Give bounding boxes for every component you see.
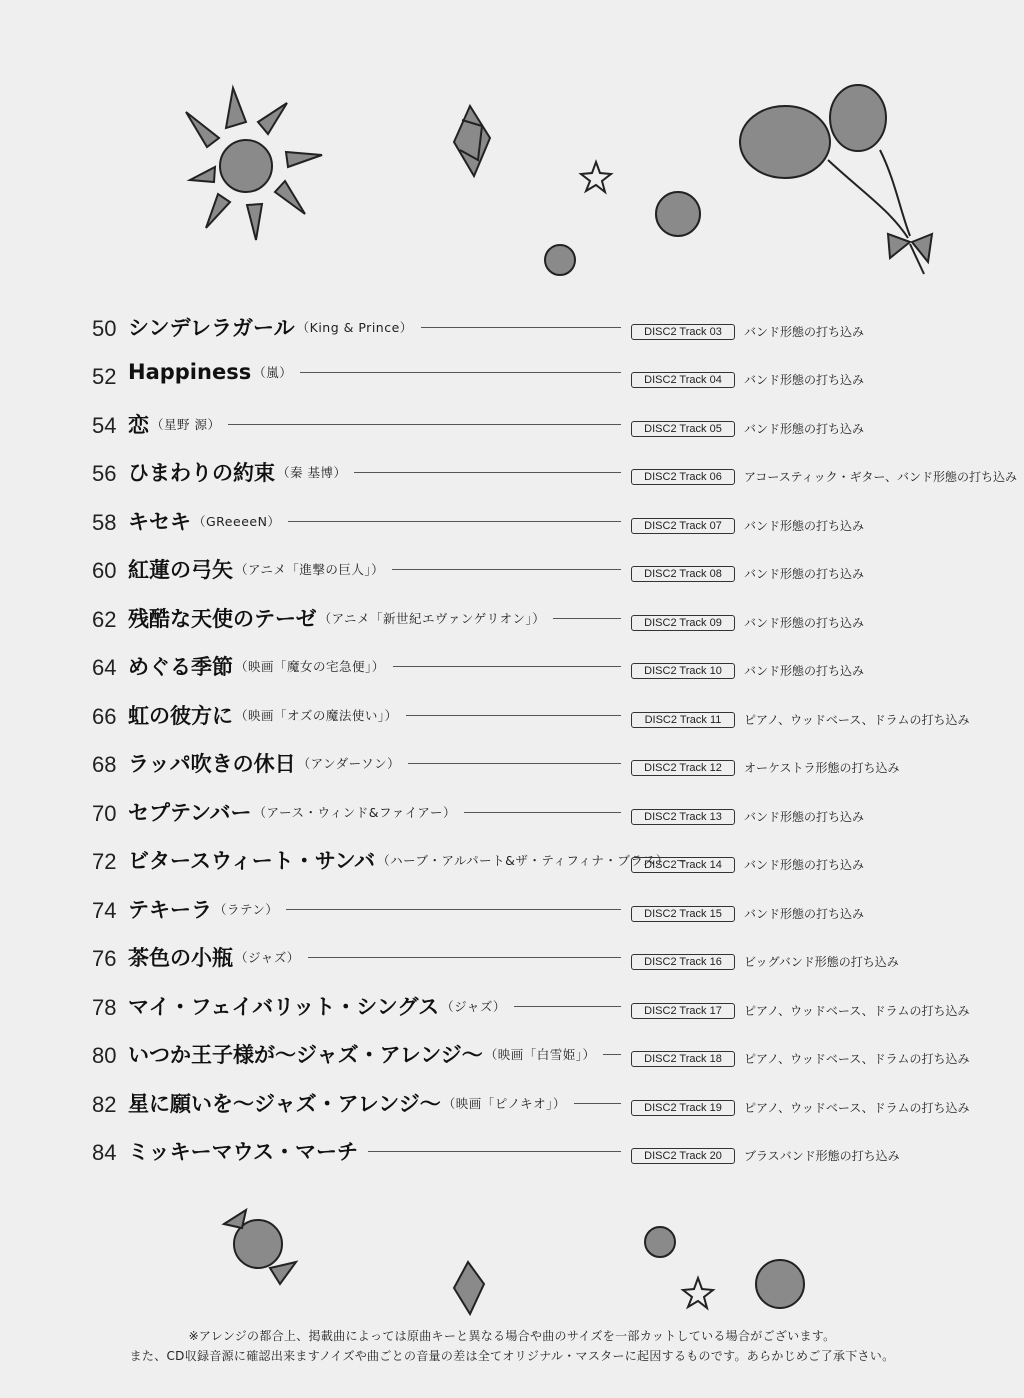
song-source: （アニメ「進撃の巨人」） bbox=[235, 562, 385, 577]
leader-line bbox=[354, 472, 621, 473]
leader-line bbox=[574, 1103, 621, 1104]
arrangement-note: バンド形態の打ち込み bbox=[744, 858, 865, 872]
page-number: 54 bbox=[92, 413, 117, 438]
track-badge: DISC2 Track 15 bbox=[631, 906, 735, 922]
arrangement-note: バンド形態の打ち込み bbox=[744, 567, 865, 581]
song-title: 星に願いを〜ジャズ・アレンジ〜 bbox=[128, 1092, 441, 1116]
track-badge: DISC2 Track 03 bbox=[631, 324, 735, 340]
page-number: 52 bbox=[92, 364, 117, 389]
page-number: 76 bbox=[92, 946, 117, 971]
track-badge: DISC2 Track 09 bbox=[631, 615, 735, 631]
list-item bbox=[0, 793, 1024, 841]
arrangement-note: ブラスバンド形態の打ち込み bbox=[744, 1149, 900, 1163]
track-badge: DISC2 Track 18 bbox=[631, 1051, 735, 1067]
track-badge: DISC2 Track 08 bbox=[631, 566, 735, 582]
leader-line bbox=[392, 569, 621, 570]
arrangement-note: バンド形態の打ち込み bbox=[744, 810, 865, 824]
leader-line bbox=[406, 715, 621, 716]
circle-icon bbox=[656, 192, 700, 236]
song-title: ラッパ吹きの休日 bbox=[128, 752, 296, 776]
track-badge: DISC2 Track 05 bbox=[631, 421, 735, 437]
arrangement-note: ピアノ、ウッドベース、ドラムの打ち込み bbox=[744, 1052, 970, 1066]
list-item bbox=[0, 453, 1024, 501]
song-source: （King & Prince） bbox=[296, 320, 413, 335]
list-item bbox=[0, 550, 1024, 598]
list-item bbox=[0, 1132, 1024, 1180]
page-number: 84 bbox=[92, 1140, 117, 1165]
page-number: 68 bbox=[92, 752, 117, 777]
track-badge: DISC2 Track 14 bbox=[631, 857, 735, 873]
circle-icon bbox=[756, 1260, 804, 1308]
arrangement-note: ピアノ、ウッドベース、ドラムの打ち込み bbox=[744, 1101, 970, 1115]
song-title: ひまわりの約束 bbox=[128, 461, 275, 485]
song-source: （星野 源） bbox=[151, 417, 221, 432]
leader-line bbox=[408, 763, 621, 764]
page-number: 50 bbox=[92, 316, 117, 341]
song-title: セプテンバー bbox=[128, 801, 252, 825]
list-item bbox=[0, 356, 1024, 404]
list-item bbox=[0, 647, 1024, 695]
song-title: いつか王子様が〜ジャズ・アレンジ〜 bbox=[128, 1043, 483, 1067]
song-title: 残酷な天使のテーゼ bbox=[128, 607, 317, 631]
song-title: シンデレラガール bbox=[128, 316, 295, 340]
arrangement-note: ピアノ、ウッドベース、ドラムの打ち込み bbox=[744, 1004, 970, 1018]
list-item bbox=[0, 502, 1024, 550]
arrangement-note: バンド形態の打ち込み bbox=[744, 616, 865, 630]
page-number: 70 bbox=[92, 801, 117, 826]
leader-line bbox=[308, 957, 621, 958]
star-icon bbox=[683, 1278, 713, 1308]
song-title: 茶色の小瓶 bbox=[128, 946, 233, 970]
leader-line bbox=[228, 424, 621, 425]
page-number: 82 bbox=[92, 1092, 117, 1117]
candy-icon bbox=[224, 1210, 296, 1284]
list-item bbox=[0, 987, 1024, 1035]
leader-line bbox=[288, 521, 621, 522]
leader-line bbox=[553, 618, 621, 619]
balloons-icon bbox=[740, 85, 932, 274]
page-number: 62 bbox=[92, 607, 117, 632]
track-badge: DISC2 Track 20 bbox=[631, 1148, 735, 1164]
song-title: ビタースウィート・サンバ bbox=[128, 849, 376, 873]
list-item bbox=[0, 599, 1024, 647]
page-number: 78 bbox=[92, 995, 117, 1020]
leader-line bbox=[421, 327, 621, 328]
page-number: 66 bbox=[92, 704, 117, 729]
song-title: めぐる季節 bbox=[128, 655, 233, 679]
page-number: 74 bbox=[92, 898, 117, 923]
song-source: （アース・ウィンド&ファイアー） bbox=[253, 805, 456, 820]
leader-line bbox=[286, 909, 621, 910]
arrangement-note: オーケストラ形態の打ち込み bbox=[744, 761, 900, 775]
footnote-line: また、CD収録音源に確認出来ますノイズや曲ごとの音量の差は全てオリジナル・マスターに起因するものです。あらかじめご了承下さい。 bbox=[129, 1349, 895, 1363]
song-source: （映画「ピノキオ」） bbox=[442, 1096, 566, 1111]
song-source: （ジャズ） bbox=[441, 999, 506, 1014]
song-title: マイ・フェイバリット・シングス bbox=[128, 995, 440, 1019]
arrangement-note: バンド形態の打ち込み bbox=[744, 907, 865, 921]
song-title: 恋 bbox=[128, 413, 149, 437]
track-badge: DISC2 Track 12 bbox=[631, 760, 735, 776]
leader-line bbox=[514, 1006, 621, 1007]
track-badge: DISC2 Track 06 bbox=[631, 469, 735, 485]
song-source: （ジャズ） bbox=[235, 950, 300, 965]
diamond-icon bbox=[454, 1262, 484, 1314]
footnotes bbox=[0, 1326, 1024, 1366]
song-source: （映画「オズの魔法使い」） bbox=[235, 708, 398, 723]
track-badge: DISC2 Track 11 bbox=[631, 712, 735, 728]
list-item bbox=[0, 744, 1024, 792]
page-number: 72 bbox=[92, 849, 117, 874]
arrangement-note: バンド形態の打ち込み bbox=[744, 422, 865, 436]
leader-line bbox=[464, 812, 621, 813]
song-source: （映画「魔女の宅急便」） bbox=[235, 659, 385, 674]
diamond-icon bbox=[454, 106, 490, 176]
leader-line bbox=[603, 1054, 621, 1055]
footnote-line: ※アレンジの都合上、掲載曲によっては原曲キーと異なる場合や曲のサイズを一部カットしている場合がございます。 bbox=[188, 1329, 836, 1343]
arrangement-note: バンド形態の打ち込み bbox=[744, 664, 865, 678]
arrangement-note: バンド形態の打ち込み bbox=[744, 373, 865, 387]
arrangement-note: ピアノ、ウッドベース、ドラムの打ち込み bbox=[744, 713, 970, 727]
page-number: 58 bbox=[92, 510, 117, 535]
track-badge: DISC2 Track 16 bbox=[631, 954, 735, 970]
circle-icon bbox=[645, 1227, 675, 1257]
list-item bbox=[0, 938, 1024, 986]
track-badge: DISC2 Track 04 bbox=[631, 372, 735, 388]
list-item bbox=[0, 890, 1024, 938]
track-badge: DISC2 Track 10 bbox=[631, 663, 735, 679]
song-title: ミッキーマウス・マーチ bbox=[128, 1140, 358, 1164]
page-number: 60 bbox=[92, 558, 117, 583]
song-source: （GReeeeN） bbox=[193, 514, 281, 529]
song-source: （映画「白雪姫」） bbox=[484, 1047, 596, 1062]
song-source: （ラテン） bbox=[214, 902, 279, 917]
arrangement-note: バンド形態の打ち込み bbox=[744, 519, 865, 533]
song-title: 虹の彼方に bbox=[128, 704, 233, 728]
track-badge: DISC2 Track 17 bbox=[631, 1003, 735, 1019]
circle-icon bbox=[545, 245, 575, 275]
arrangement-note: ビッグバンド形態の打ち込み bbox=[744, 955, 899, 969]
page-number: 80 bbox=[92, 1043, 117, 1068]
list-item bbox=[0, 1035, 1024, 1083]
leader-line bbox=[368, 1151, 621, 1152]
track-badge: DISC2 Track 19 bbox=[631, 1100, 735, 1116]
list-item bbox=[0, 696, 1024, 744]
song-source: （アニメ「新世紀エヴァンゲリオン」） bbox=[318, 611, 546, 626]
leader-line bbox=[393, 666, 621, 667]
song-source: （嵐） bbox=[253, 365, 293, 380]
song-source: （秦 基博） bbox=[277, 465, 347, 480]
song-title: キセキ bbox=[128, 510, 191, 534]
song-title: 紅蓮の弓矢 bbox=[128, 558, 233, 582]
arrangement-note: アコースティック・ギター、バンド形態の打ち込み bbox=[744, 470, 1018, 484]
arrangement-note: バンド形態の打ち込み bbox=[744, 325, 865, 339]
page-number: 56 bbox=[92, 461, 117, 486]
track-badge: DISC2 Track 13 bbox=[631, 809, 735, 825]
track-badge: DISC2 Track 07 bbox=[631, 518, 735, 534]
page-number: 64 bbox=[92, 655, 117, 680]
song-title: Happiness bbox=[128, 360, 252, 384]
song-source: （アンダーソン） bbox=[297, 756, 401, 771]
list-item bbox=[0, 405, 1024, 453]
leader-line bbox=[300, 372, 621, 373]
star-icon bbox=[581, 162, 611, 192]
sun-icon bbox=[186, 88, 322, 240]
song-source: （ハーブ・アルパート&ザ・ティフィナ・ブラス） bbox=[377, 853, 670, 868]
list-item bbox=[0, 841, 1024, 889]
song-title: テキーラ bbox=[128, 898, 212, 922]
list-item bbox=[0, 308, 1024, 356]
list-item bbox=[0, 1084, 1024, 1132]
